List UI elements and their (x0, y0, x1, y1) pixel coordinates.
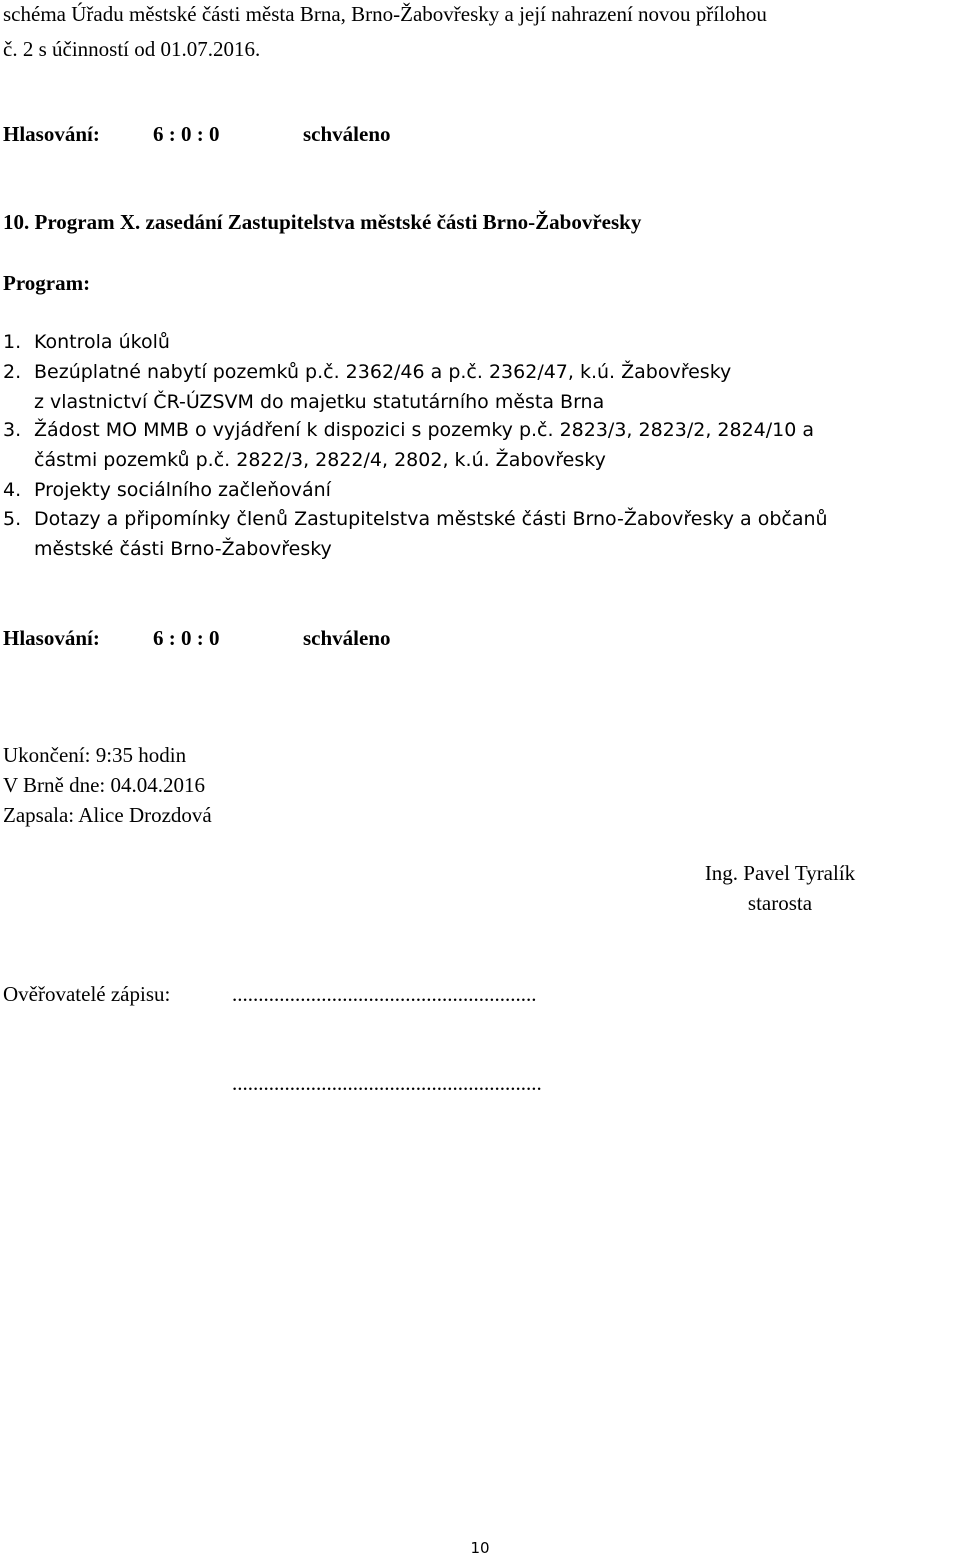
place-date: V Brně dne: 04.04.2016 (3, 773, 206, 797)
item-number: 1. (3, 331, 22, 353)
item-number: 2. (3, 361, 22, 383)
list-item: 2. Bezúplatné nabytí pozemků p.č. 2362/46 a p.č. 2362/47, k.ú. Žabovřesky (3, 361, 732, 383)
vote-result: 6 : 0 : 0 (153, 122, 220, 146)
list-item: 4. Projekty sociálního začleňování (3, 479, 331, 501)
program-label: Program: (3, 271, 91, 295)
page-number: 10 (470, 1539, 490, 1557)
end-time: Ukončení: 9:35 hodin (3, 743, 187, 767)
vote-label: Hlasování: (3, 626, 100, 650)
vote-status: schváleno (303, 122, 391, 146)
signatory-role: starosta (747, 891, 813, 915)
vote-status: schváleno (303, 626, 391, 650)
intro-line-1: schéma Úřadu městské části města Brna, Brno-Žabovřesky a její nahrazení novou přílohou (3, 2, 767, 26)
item-number: 3. (3, 419, 22, 441)
list-item: 3. Žádost MO MMB o vyjádření k dispozici s pozemky p.č. 2823/3, 2823/2, 2824/10 a (3, 419, 815, 441)
verifiers-label: Ověřovatelé zápisu: (3, 982, 171, 1006)
vote-2 (3, 626, 391, 651)
vote-label: Hlasování: (3, 122, 100, 146)
signatory-name: Ing. Pavel Tyralík (704, 861, 856, 885)
list-item: 1. Kontrola úkolů (3, 331, 170, 353)
section-heading: 10. Program X. zasedání Zastupitelstva městské části Brno-Žabovřesky (3, 210, 642, 234)
list-item-continuation: městské části Brno-Žabovřesky (34, 538, 332, 560)
intro-line-2: č. 2 s účinností od 01.07.2016. (3, 37, 261, 61)
list-item: 5. Dotazy a připomínky členů Zastupitelstva městské části Brno-Žabovřesky a občanů (3, 508, 828, 530)
list-item-continuation: z vlastnictví ČR-ÚZSVM do majetku statutárního města Brna (34, 391, 605, 413)
vote-result: 6 : 0 : 0 (153, 626, 220, 650)
verifier-line-1: .......................................................... (232, 982, 537, 1006)
vote-1 (3, 122, 391, 147)
verifier-line-2: ........................................................... (232, 1071, 542, 1095)
list-item-continuation: částmi pozemků p.č. 2822/3, 2822/4, 2802, k.ú. Žabovřesky (34, 449, 606, 471)
item-number: 4. (3, 479, 22, 501)
item-number: 5. (3, 508, 22, 530)
recorder: Zapsala: Alice Drozdová (3, 803, 212, 827)
